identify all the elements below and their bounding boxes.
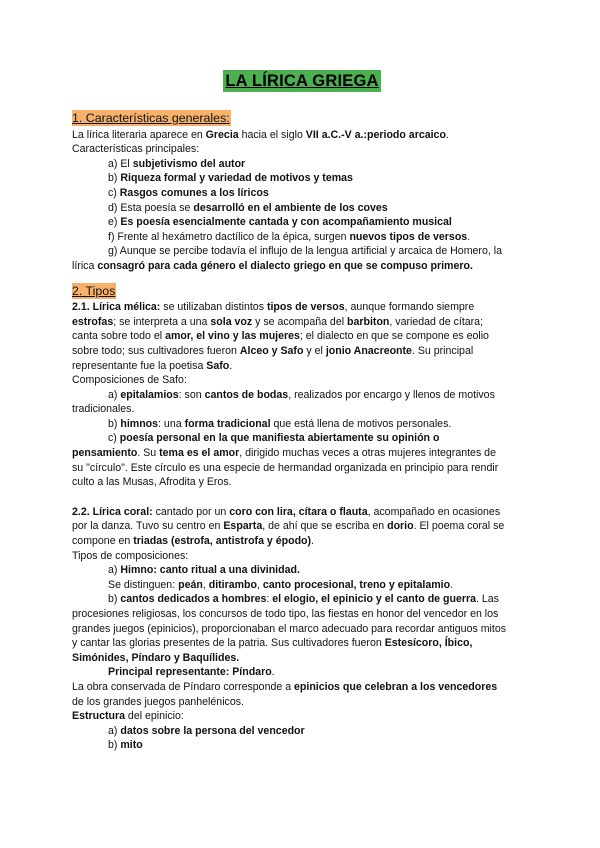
section-1-heading: 1. Características generales: [72, 111, 230, 125]
coral-item-b-line3: grandes juegos (epinicios), proporcionaban el marco adecuado para recordar antiguos mitos [72, 622, 507, 635]
coral-estructura: Estructura del epinicio: [72, 710, 184, 723]
coral-tipos: Tipos de composiciones: [72, 549, 189, 562]
s1-item-c: c) Rasgos comunes a los líricos [108, 186, 269, 199]
document-content [72, 70, 532, 753]
safo-composiciones: Composiciones de Safo: [72, 374, 187, 387]
melica-line4: sobre todo; sus cultivadores fueron Alceo y Safo y el jonio Anacreonte. Su principal [72, 344, 474, 357]
s1-item-b: b) Riqueza formal y variedad de motivos y temas [108, 172, 353, 185]
coral-item-b-line1: b) cantos dedicados a hombres: el elogio, el epinicio y el canto de guerra. Las [108, 593, 499, 606]
safo-item-c-line3: su "círculo". Este círculo es una especie de hermandad organizada en principio para rendir [72, 461, 499, 474]
coral-item-b-line4: y cantar las glorias presentes de la patria. Sus cultivadores fueron Estesícoro, Íbico, [72, 637, 473, 650]
coral-distinguen: Se distinguen: peán, ditirambo, canto procesional, treno y epitalamio. [108, 578, 454, 591]
coral-estructura-b: b) mito [108, 739, 143, 752]
s1-principales: Características principales: [72, 143, 200, 156]
s1-item-f: f) Frente al hexámetro dactílico de la épica, surgen nuevos tipos de versos. [108, 230, 471, 243]
melica-line1: 2.1. Lírica mélica: se utilizaban distintos tipos de versos, aunque formando siempre [72, 301, 475, 314]
safo-item-c-line1: c) poesía personal en la que manifiesta abiertamente su opinión o [108, 432, 440, 445]
document-title: LA LÍRICA GRIEGA [225, 72, 379, 90]
coral-item-b-line5: Simónides, Píndaro y Baquílides. [72, 651, 240, 664]
coral-item-b-line2: procesiones religiosas, los concursos de todo tipo, las fiestas en honor del vencedor en los [72, 608, 499, 620]
s1-item-d: d) Esta poesía se desarrolló en el ambiente de los coves [108, 201, 388, 214]
coral-estructura-a: a) datos sobre la persona del vencedor [108, 724, 305, 737]
coral-obra-line2: de los grandes juegos panhelénicos. [72, 695, 244, 708]
section-2-heading-row [72, 283, 532, 300]
melica-line2: estrofas; se interpreta a una sola voz y se acompaña del barbiton, variedad de cítara; [72, 315, 484, 328]
safo-item-b: b) himnos: una forma tradicional que está llena de motivos personales. [108, 417, 452, 430]
s1-intro: La lírica literaria aparece en Grecia hacia el siglo VII a.C.-V a.:periodo arcaico. [72, 128, 449, 141]
section-2-heading: 2. Tipos [72, 283, 116, 298]
coral-line2: por la danza. Tuvo su centro en Esparta, de ahí que se escriba en dorio. El poema coral se [72, 520, 505, 533]
s1-item-a: a) El subjetivismo del autor [108, 157, 246, 170]
coral-line1: 2.2. Lírica coral: cantado por un coro con lira, cítara o flauta, acompañado en ocasiones [72, 505, 501, 518]
safo-item-a-line1: a) epitalamios: son cantos de bodas, realizados por encargo y llenos de motivos [108, 388, 495, 401]
coral-principal: Principal representante: Píndaro. [108, 666, 275, 679]
melica-line3: canta sobre todo el amor, el vino y las mujeres; el dialecto en que se compone es eolio [72, 330, 489, 343]
s1-item-e: e) Es poesía esencialmente cantada y con acompañamiento musical [108, 216, 452, 229]
safo-item-c-line4: culto a las Musas, Afrodita y Eros. [72, 476, 232, 489]
safo-item-c-line2: pensamiento. Su tema es el amor, dirigido muchas veces a otras mujeres integrantes de [72, 447, 496, 460]
coral-obra-line1: La obra conservada de Píndaro corresponde a epinicios que celebran a los vencedores [72, 680, 498, 693]
melica-line5: representante fue la poetisa Safo. [72, 359, 233, 372]
safo-item-a-line2: tradicionales. [72, 403, 135, 416]
s1-item-g-line2: lírica consagró para cada género el dialecto griego en que se compuso primero. [72, 259, 473, 272]
coral-line3: compone en triadas (estrofa, antistrofa y épodo). [72, 535, 314, 548]
title-row [72, 70, 532, 92]
section-1-heading-row [72, 110, 532, 127]
s1-item-g-line1: g) Aunque se percibe todavía el influjo de la lengua artificial y arcaica de Homero, la [108, 245, 502, 258]
coral-item-a: a) Himno: canto ritual a una divinidad. [108, 564, 300, 577]
